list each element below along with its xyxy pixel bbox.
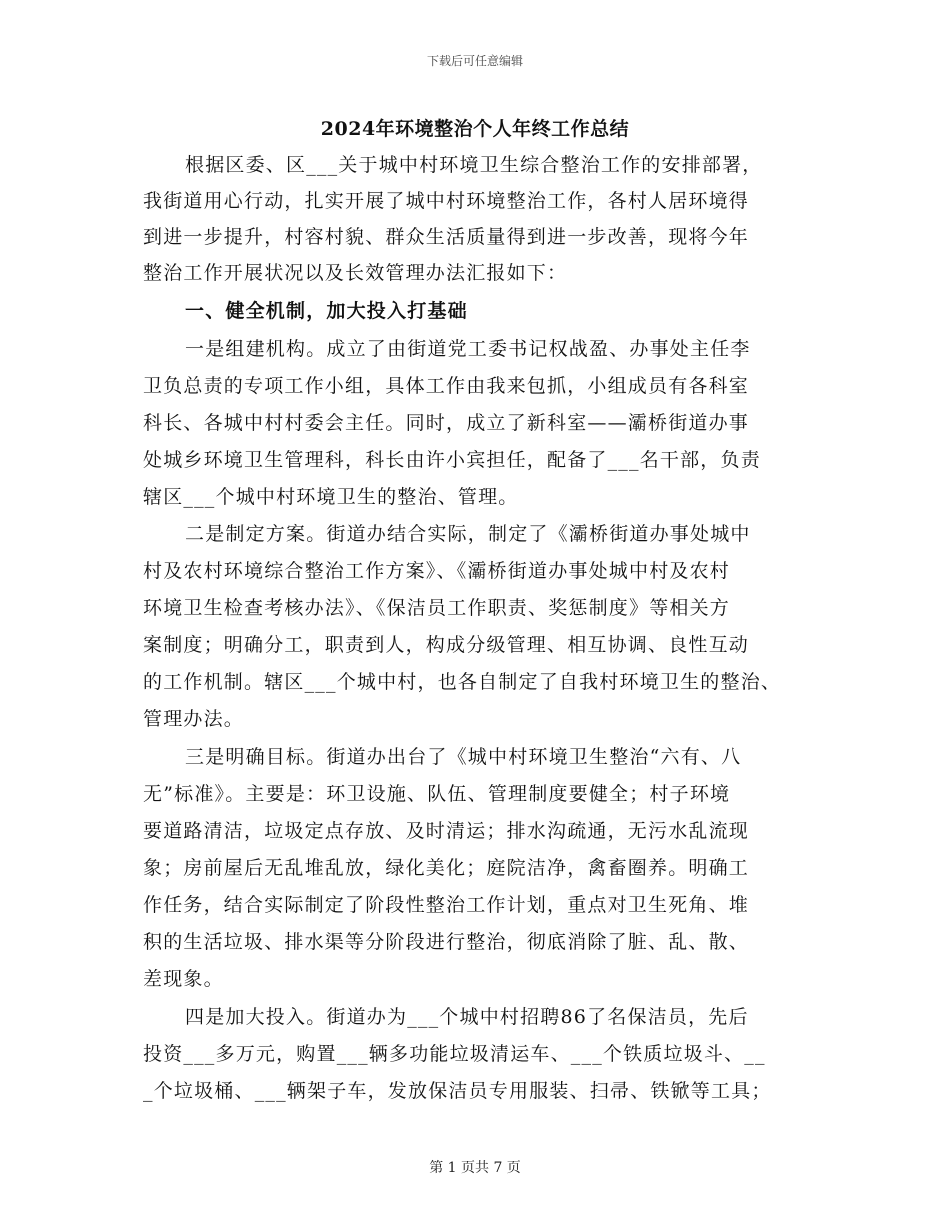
paragraph-line: 整治工作开展状况以及长效管理办法汇报如下：	[143, 262, 568, 284]
paragraph-line: 三是明确目标。街道办出台了《城中村环境卫生整治“六有、八	[185, 746, 742, 768]
paragraph-line: 四是加大投入。街道办为___个城中村招聘86了名保洁员，先后	[185, 1006, 749, 1028]
paragraph-line: 无”标准》。主要是：环卫设施、队伍、管理制度要健全；村子环境	[143, 783, 731, 805]
paragraph-line: 环境卫生检查考核办法》、《保洁员工作职责、奖惩制度》等相关方	[143, 597, 731, 619]
paragraph-line: 差现象。	[143, 968, 224, 990]
paragraph-line: 案制度；明确分工，职责到人，构成分级管理、相互协调、良性互动	[143, 634, 750, 656]
paragraph-line: 科长、各城中村村委会主任。同时，成立了新科室——灞桥街道办事	[143, 412, 750, 434]
paragraph-line: 我街道用心行动，扎实开展了城中村环境整治工作，各村人居环境得	[143, 190, 750, 212]
section-heading: 一、健全机制，加大投入打基础	[185, 300, 468, 322]
paragraph-line: 卫负总责的专项工作小组，具体工作由我来包抓，小组成员有各科室	[143, 375, 750, 397]
paragraph-line: 二是制定方案。街道办结合实际，制定了《灞桥街道办事处城中	[185, 523, 751, 545]
paragraph-line: 象；房前屋后无乱堆乱放，绿化美化；庭院洁净，禽畜圈养。明确工	[143, 857, 750, 879]
paragraph-line: 到进一步提升，村容村貌、群众生活质量得到进一步改善，现将今年	[143, 226, 750, 248]
paragraph-line: _个垃圾桶、___辆架子车，发放保洁员专用服装、扫帚、铁锨等工具；	[143, 1080, 772, 1102]
paragraph-line: 处城乡环境卫生管理科，科长由许小宾担任，配备了___名干部，负责	[143, 449, 761, 471]
paragraph-line: 一是组建机构。成立了由街道党工委书记权战盈、办事处主任李	[185, 338, 751, 360]
paragraph-line: 根据区委、区___关于城中村环境卫生综合整治工作的安排部署，	[185, 154, 763, 176]
document-title: 2024年环境整治个人年终工作总结	[320, 118, 630, 140]
paragraph-line: 辖区___个城中村环境卫生的整治、管理。	[143, 486, 519, 508]
page-header: 下载后可任意编辑	[426, 54, 523, 68]
paragraph-line: 作任务，结合实际制定了阶段性整治工作计划，重点对卫生死角、堆	[143, 894, 750, 916]
paragraph-line: 积的生活垃圾、排水渠等分阶段进行整治，彻底消除了脏、乱、散、	[143, 931, 750, 953]
paragraph-line: 投资___多万元，购置___辆多功能垃圾清运车、___个铁质垃圾斗、__	[143, 1043, 766, 1065]
paragraph-line: 的工作机制。辖区___个城中村，也各自制定了自我村环境卫生的整治、	[143, 671, 782, 693]
paragraph-line: 村及农村环境综合整治工作方案》、《灞桥街道办事处城中村及农村	[143, 560, 731, 582]
paragraph-line: 管理办法。	[143, 708, 245, 730]
page-footer: 第 1 页共 7 页	[429, 1160, 521, 1176]
paragraph-line: 要道路清洁，垃圾定点存放、及时清运；排水沟疏通，无污水乱流现	[143, 820, 750, 842]
